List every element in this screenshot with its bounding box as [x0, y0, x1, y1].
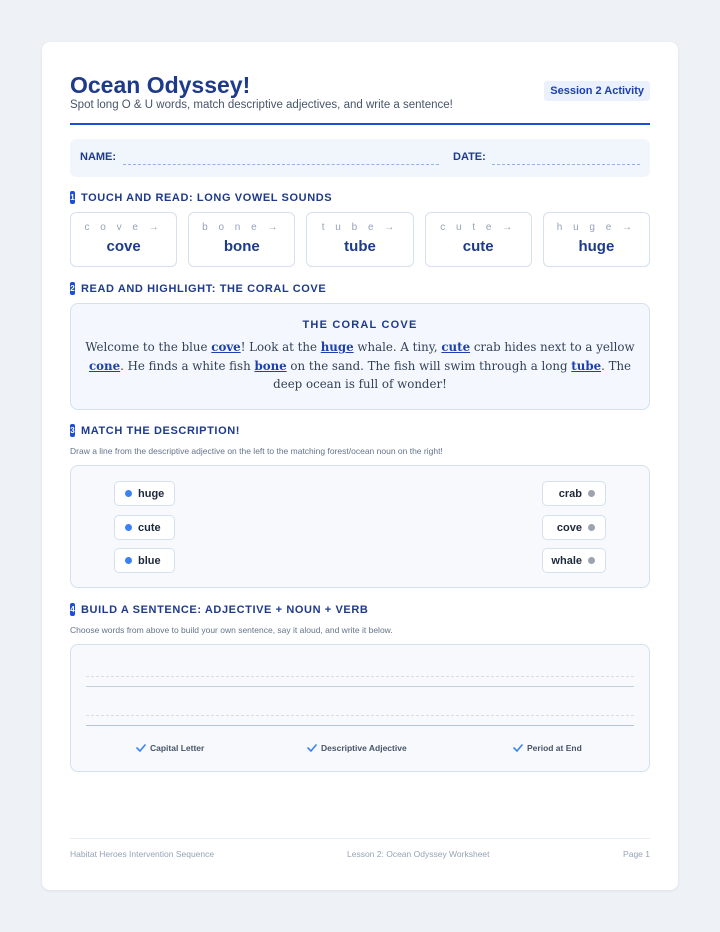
header-divider	[70, 123, 650, 125]
connector-dot[interactable]	[125, 557, 132, 564]
highlighted-word[interactable]: huge	[320, 340, 354, 354]
story-fragment: on the sand. The fish will swim through a long	[286, 358, 572, 373]
section-2-heading	[70, 282, 326, 295]
section-number: 4	[70, 605, 75, 614]
word-card[interactable]	[188, 212, 295, 267]
card-letters: b o n e →	[202, 222, 282, 233]
word-card[interactable]	[543, 212, 650, 267]
footer-series: Habitat Heroes Intervention Sequence	[70, 849, 215, 859]
checklist-label: Descriptive Adjective	[321, 743, 407, 753]
writing-line[interactable]	[86, 725, 634, 726]
noun-option[interactable]	[542, 515, 606, 540]
noun-label: whale	[551, 554, 582, 567]
highlighted-word[interactable]: cone	[88, 358, 121, 373]
checkmark-icon	[136, 744, 146, 752]
connector-dot[interactable]	[588, 557, 595, 564]
noun-option[interactable]	[542, 481, 606, 506]
adjective-label: blue	[138, 554, 161, 567]
section-number: 2	[70, 284, 75, 293]
footer-divider	[70, 838, 650, 839]
adjective-label: cute	[138, 521, 161, 534]
writing-box	[70, 644, 650, 772]
card-word: cute	[462, 238, 494, 255]
section-instruction: Choose words from above to build your own sentence, say it aloud, and write it below.	[70, 625, 393, 635]
connector-dot[interactable]	[125, 490, 132, 497]
footer-page-number: Page 1	[623, 849, 650, 859]
word-card[interactable]	[70, 212, 177, 267]
date-field[interactable]	[492, 164, 640, 165]
highlighted-word[interactable]: tube	[571, 358, 602, 373]
adjective-option[interactable]	[114, 481, 175, 506]
checklist-label: Period at End	[527, 743, 582, 753]
noun-option[interactable]	[542, 548, 606, 573]
checkmark-icon	[307, 744, 317, 752]
section-1-heading	[70, 191, 332, 204]
noun-label: crab	[558, 487, 582, 500]
checkmark-icon	[513, 744, 523, 752]
story-text	[83, 338, 637, 394]
section-title: BUILD A SENTENCE: ADJECTIVE + NOUN + VERB	[81, 603, 369, 616]
highlighted-word[interactable]: cove	[211, 340, 241, 354]
connector-dot[interactable]	[588, 490, 595, 497]
footer-lesson: Lesson 2: Ocean Odyssey Worksheet	[347, 849, 490, 859]
section-number: 1	[70, 193, 75, 202]
checklist-item	[136, 743, 204, 753]
card-word: cove	[106, 238, 141, 255]
card-letters: c o v e →	[84, 222, 163, 233]
name-label: NAME:	[80, 151, 117, 163]
story-fragment: Welcome to the blue	[85, 340, 212, 354]
adjective-option[interactable]	[114, 515, 175, 540]
story-box	[70, 303, 650, 410]
highlighted-word[interactable]: cute	[441, 340, 471, 354]
story-fragment: . The deep ocean is full of wonder!	[273, 358, 632, 391]
checklist-label: Capital Letter	[150, 743, 205, 753]
adjective-label: huge	[138, 487, 165, 500]
section-title: READ AND HIGHLIGHT: THE CORAL COVE	[81, 282, 327, 295]
adjective-option[interactable]	[114, 548, 175, 573]
story-title: THE CORAL COVE	[302, 319, 418, 331]
word-card[interactable]	[425, 212, 532, 267]
midline-guide	[86, 715, 634, 716]
card-letters: h u g e →	[556, 222, 637, 233]
story-fragment: ! Look at the	[240, 340, 321, 354]
story-fragment: crab hides next to a yellow	[470, 340, 635, 354]
midline-guide	[86, 676, 634, 677]
word-card[interactable]	[306, 212, 413, 267]
noun-label: cove	[556, 521, 582, 534]
section-number: 3	[70, 426, 75, 435]
worksheet-page	[42, 42, 678, 890]
connector-dot[interactable]	[588, 524, 595, 531]
page-title: Ocean Odyssey!	[70, 72, 251, 98]
card-word: bone	[223, 238, 260, 255]
highlighted-word[interactable]: bone	[254, 358, 287, 373]
session-badge: Session 2 Activity	[544, 81, 650, 101]
section-instruction: Draw a line from the descriptive adjective on the left to the matching forest/ocean noun on the right!	[70, 446, 443, 456]
section-4-heading	[70, 603, 368, 616]
name-field[interactable]	[123, 164, 439, 165]
section-title: TOUCH AND READ: LONG VOWEL SOUNDS	[81, 191, 333, 204]
matching-box	[70, 465, 650, 588]
card-letters: t u b e →	[321, 222, 399, 233]
checklist-item	[307, 743, 407, 753]
page-subtitle: Spot long O & U words, match descriptive adjectives, and write a sentence!	[70, 99, 453, 111]
story-fragment: whale. A tiny,	[353, 340, 442, 354]
student-info-box	[70, 139, 650, 177]
date-label: DATE:	[453, 151, 486, 163]
connector-dot[interactable]	[125, 524, 132, 531]
section-3-heading	[70, 424, 240, 437]
card-word: tube	[344, 238, 376, 255]
word-cards	[70, 212, 650, 267]
checklist-item	[513, 743, 582, 753]
story-fragment: . He finds a white fish	[120, 358, 255, 373]
card-word: huge	[578, 238, 615, 255]
writing-line[interactable]	[86, 686, 634, 687]
worksheet-content	[70, 42, 650, 890]
section-title: MATCH THE DESCRIPTION!	[81, 424, 241, 437]
card-letters: c u t e →	[440, 222, 517, 233]
